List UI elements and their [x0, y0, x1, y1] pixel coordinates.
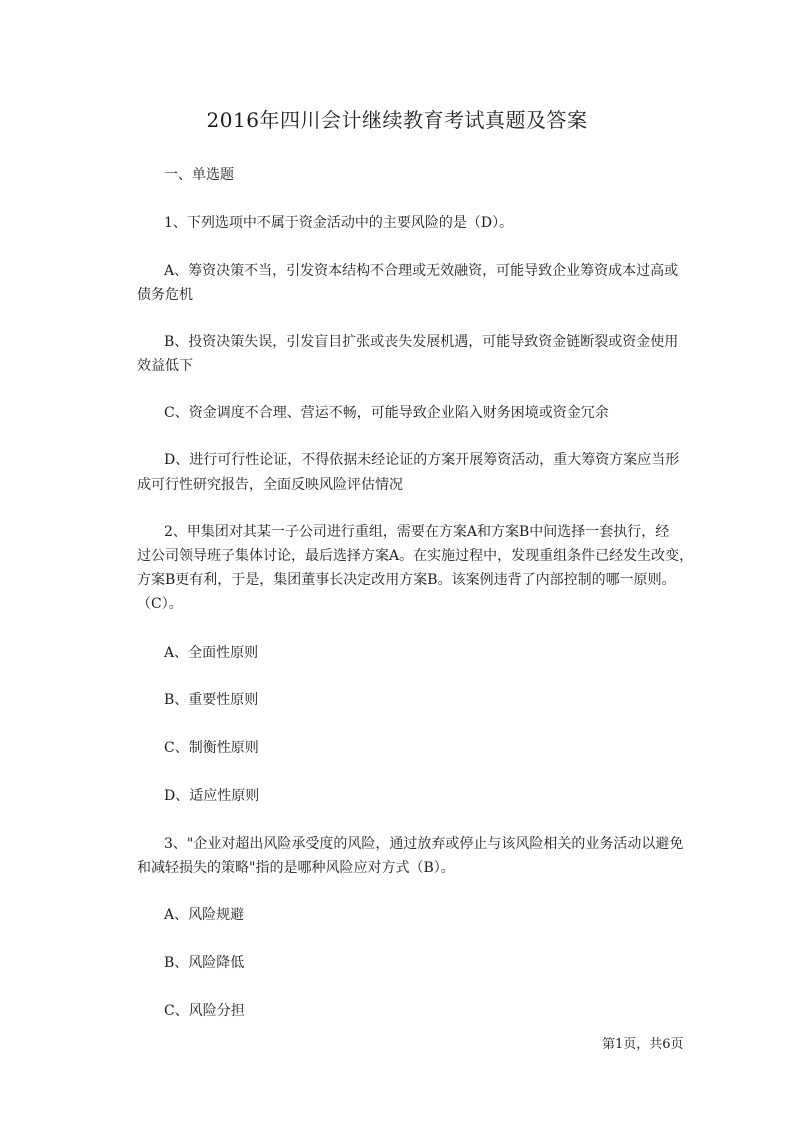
- question-2-stem-line-4: （C）。: [137, 596, 183, 612]
- question-1-option-b: B、投资决策失误，引发盲目扩张或丧失发展机遇，可能导致资金链断裂或资金使用: [164, 334, 679, 350]
- question-3-stem-line-2: 和减轻损失的策略"指的是哪种风险应对方式（B）。: [137, 860, 455, 876]
- question-1-option-b-cont: 效益低下: [137, 358, 193, 374]
- section-heading: 一、单选题: [164, 167, 234, 183]
- question-3-option-b: B、风险降低: [164, 955, 245, 971]
- question-2-stem-line-3: 方案B更有利，于是，集团董事长决定改用方案B。该案例违背了内部控制的哪一原则。: [137, 572, 676, 588]
- question-2-option-d: D、适应性原则: [164, 788, 260, 804]
- question-1-option-c: C、资金调度不合理、营运不畅，可能导致企业陷入财务困境或资金冗余: [164, 405, 609, 421]
- question-1-option-a-cont: 债务危机: [137, 287, 193, 303]
- question-3-option-a: A、风险规避: [164, 907, 245, 923]
- question-3-option-c: C、风险分担: [164, 1003, 245, 1019]
- question-3-stem-line-1: 3、"企业对超出风险承受度的风险，通过放弃或停止与该风险相关的业务活动以避免: [164, 836, 684, 852]
- question-1-stem: 1、下列选项中不属于资金活动中的主要风险的是（D）。: [164, 215, 514, 231]
- question-2-stem-line-2: 过公司领导班子集体讨论，最后选择方案A。在实施过程中，发现重组条件已经发生改变，: [137, 548, 694, 564]
- question-2-option-a: A、全面性原则: [164, 645, 259, 661]
- question-2-option-c: C、制衡性原则: [164, 740, 259, 756]
- question-1-option-d-cont: 成可行性研究报告，全面反映风险评估情况: [137, 477, 403, 493]
- page-number-footer: 第1页，共6页: [602, 1037, 684, 1052]
- question-2-option-b: B、重要性原则: [164, 692, 259, 708]
- document-title: 2016年四川会计继续教育考试真题及答案: [206, 108, 588, 132]
- question-1-option-a: A、筹资决策不当，引发资本结构不合理或无效融资，可能导致企业筹资成本过高或: [164, 263, 679, 279]
- question-1-option-d: D、进行可行性论证，不得依据未经论证的方案开展筹资活动，重大筹资方案应当形: [164, 452, 680, 468]
- question-2-stem-line-1: 2、甲集团对其某一子公司进行重组，需要在方案A和方案B中间选择一套执行，经: [164, 524, 670, 540]
